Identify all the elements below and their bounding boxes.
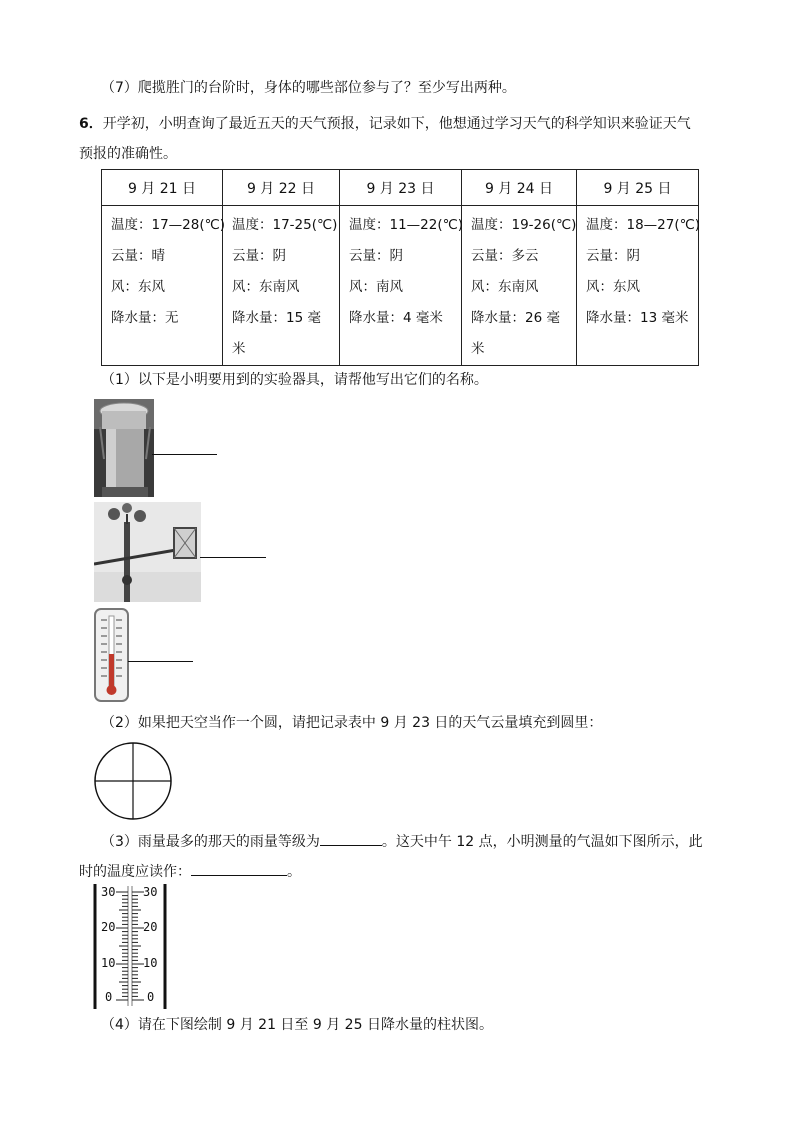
sub-question-3-text-part-2: 。这天中午 12 点，小明测量的气温如下图所示，此 <box>381 834 703 850</box>
sub-question-3-line-2 <box>79 859 301 882</box>
cloud-text: 云量：多云 <box>471 248 539 264</box>
sky-cloud-circle[interactable] <box>92 740 174 822</box>
sub-question-3-prefix: 时的温度应读作： <box>79 864 191 880</box>
weather-forecast-table <box>101 169 699 366</box>
table-cell-sep-23 <box>340 206 462 366</box>
wind-text: 风：南风 <box>349 279 403 295</box>
scale-label-30-right: 30 <box>143 885 158 899</box>
sub-question-1-text: （1）以下是小明要用到的实验器具，请帮他写出它们的名称。 <box>101 372 488 388</box>
rain-text: 降水量：26 毫米 <box>471 310 560 357</box>
question-6-intro-line-2: 预报的准确性。 <box>79 146 177 162</box>
table-row <box>102 206 699 366</box>
rain-text: 降水量：15 毫米 <box>232 310 321 357</box>
rain-gauge-answer-line[interactable] <box>152 454 217 455</box>
thermometer-image <box>94 608 129 702</box>
scale-label-10-left: 10 <box>101 956 116 970</box>
sub-question-3-text-part-1: （3）雨量最多的那天的雨量等级为 <box>101 834 320 850</box>
thermometer-scale-image <box>93 884 167 1009</box>
temperature-text: 温度：11—22(℃) <box>349 217 464 233</box>
table-cell-sep-21 <box>102 206 226 366</box>
table-cell-sep-24 <box>462 206 577 366</box>
thermometer-answer-line[interactable] <box>128 661 193 662</box>
scale-label-10-right: 10 <box>143 956 158 970</box>
wind-instrument-answer-line[interactable] <box>200 557 266 558</box>
temperature-text: 温度：19-26(℃) <box>471 217 577 233</box>
sub-question-3-suffix: 。 <box>287 864 301 880</box>
cloud-text: 云量：阴 <box>586 248 640 264</box>
table-header-row <box>102 170 699 206</box>
table-cell-sep-25 <box>577 206 699 366</box>
question-6-line-1 <box>79 114 691 134</box>
scale-label-20-right: 20 <box>143 920 158 934</box>
wind-text: 风：东南风 <box>232 279 300 295</box>
temperature-text: 温度：17—28(℃) <box>111 217 226 233</box>
cloud-text: 云量：阴 <box>349 248 403 264</box>
wind-text: 风：东南风 <box>471 279 539 295</box>
question-7-text: （7）爬揽胜门的台阶时，身体的哪些部位参与了？至少写出两种。 <box>101 80 516 96</box>
rain-text: 降水量：无 <box>111 310 179 326</box>
question-6-number: 6． <box>79 116 103 132</box>
temperature-text: 温度：18—27(℃) <box>586 217 701 233</box>
scale-label-30-left: 30 <box>101 885 116 899</box>
question-6-intro: 开学初，小明查询了最近五天的天气预报，记录如下，他想通过学习天气的科学知识来验证天气 <box>102 116 691 132</box>
table-header-cell: 9 月 21 日 <box>102 170 223 206</box>
table-cell-sep-22 <box>223 206 340 366</box>
scale-label-0-left: 0 <box>105 990 113 1004</box>
sub-question-2-text: （2）如果把天空当作一个圆，请把记录表中 9 月 23 日的天气云量填充到圆里： <box>101 715 603 731</box>
temperature-reading-blank[interactable] <box>191 859 287 876</box>
temperature-text: 温度：17-25(℃) <box>232 217 338 233</box>
table-header-cell: 9 月 22 日 <box>223 170 340 206</box>
table-header-cell: 9 月 25 日 <box>577 170 699 206</box>
scale-label-20-left: 20 <box>101 920 116 934</box>
wind-text: 风：东风 <box>111 279 165 295</box>
rain-text: 降水量：4 毫米 <box>349 310 443 326</box>
rain-gauge-image <box>94 399 154 497</box>
sub-question-3-line-1 <box>101 829 703 852</box>
table-header-cell: 9 月 23 日 <box>340 170 462 206</box>
sub-question-4-text: （4）请在下图绘制 9 月 21 日至 9 月 25 日降水量的柱状图。 <box>101 1017 493 1033</box>
cloud-text: 云量：晴 <box>111 248 165 264</box>
cloud-text: 云量：阴 <box>232 248 286 264</box>
wind-text: 风：东风 <box>586 279 640 295</box>
wind-instrument-image <box>94 502 201 602</box>
rain-text: 降水量：13 毫米 <box>586 310 689 326</box>
rain-level-blank[interactable] <box>320 829 382 846</box>
scale-label-0-right: 0 <box>147 990 155 1004</box>
table-header-cell: 9 月 24 日 <box>462 170 577 206</box>
